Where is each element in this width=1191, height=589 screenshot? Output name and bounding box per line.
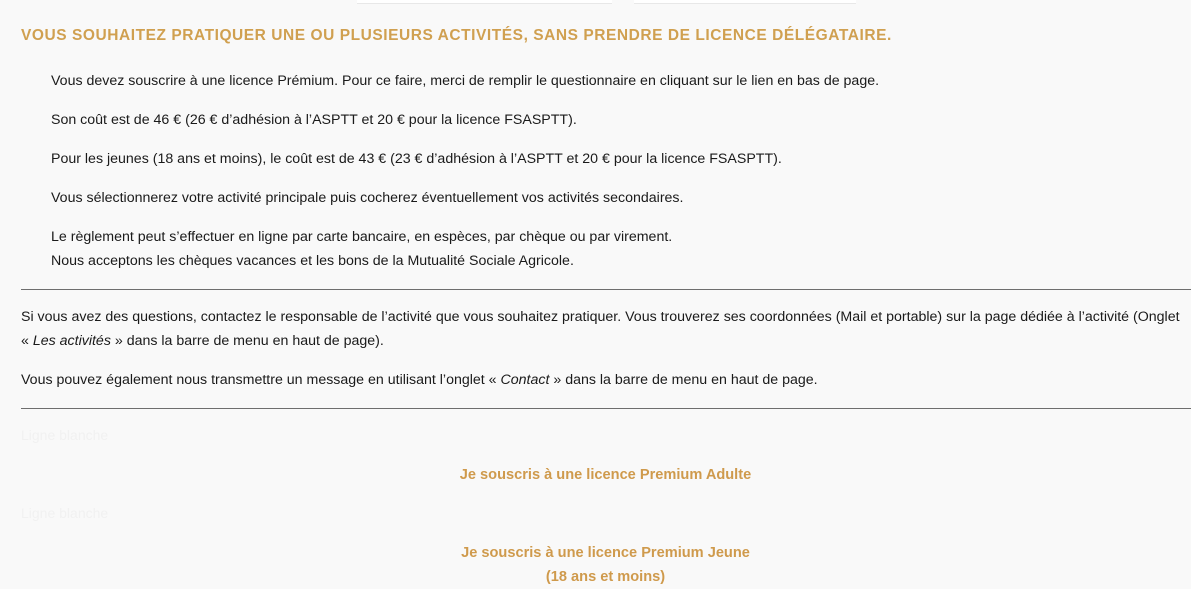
paragraph-cheques: Nous acceptons les chèques vacances et les bons de la Mutualité Sociale Agricole. <box>51 253 574 269</box>
paragraph-payment: Le règlement peut s’effectuer en ligne par carte bancaire, en espèces, par chèque ou par virement. <box>51 229 673 245</box>
paragraph-cost-adult: Son coût est de 46 € (26 € d’adhésion à l’ASPTT et 20 € pour la licence FSASPTT). <box>51 112 577 128</box>
questions-text-end: » dans la barre de menu en haut de page). <box>110 333 384 349</box>
spacer-line-2: Ligne blanche <box>21 505 109 521</box>
premium-young-link[interactable] <box>0 541 1191 589</box>
premium-adult-link[interactable]: Je souscris à une licence Premium Adulte <box>459 467 752 483</box>
top-tab-right[interactable] <box>634 0 856 4</box>
contact-text-start: Vous pouvez également nous transmettre un message en utilisant l’onglet « <box>21 372 501 388</box>
contact-tab-ref: Contact <box>500 372 550 388</box>
les-activites-tab-ref: Les activités <box>32 333 111 349</box>
contact-text-end: » dans la barre de menu en haut de page. <box>549 372 818 388</box>
divider-bottom <box>21 408 1191 409</box>
top-tabs <box>0 0 1191 4</box>
paragraph-contact <box>21 368 1186 392</box>
paragraph-questions <box>21 305 1186 353</box>
questions-text-start: Si vous avez des questions, contactez le responsable de l’activité que vous souhaitez pratiquer. Vous trouverez ses coordonnées (Mail et portable) sur la page dédiée à l’activité (Onglet « <box>21 309 1180 349</box>
paragraph-cost-young: Pour les jeunes (18 ans et moins), le coût est de 43 € (23 € d’adhésion à l’ASPTT et 20 € pour la licence FSASPTT). <box>51 151 782 167</box>
divider-top <box>21 289 1191 290</box>
section-heading: VOUS SOUHAITEZ PRATIQUER UNE OU PLUSIEURS ACTIVITÉS, SANS PRENDRE DE LICENCE DÉLÉGATAIRE. <box>21 27 892 44</box>
top-tab-left[interactable] <box>357 0 612 4</box>
paragraph-premium: Vous devez souscrire à une licence Prémium. Pour ce faire, merci de remplir le questionnaire en cliquant sur le lien en bas de page. <box>51 73 880 89</box>
spacer-line-1: Ligne blanche <box>21 427 109 443</box>
premium-young-link-line1: Je souscris à une licence Premium Jeune <box>461 545 750 561</box>
premium-young-link-line2: (18 ans et moins) <box>545 569 666 585</box>
paragraph-activities: Vous sélectionnerez votre activité principale puis cocherez éventuellement vos activités secondaires. <box>51 190 684 206</box>
